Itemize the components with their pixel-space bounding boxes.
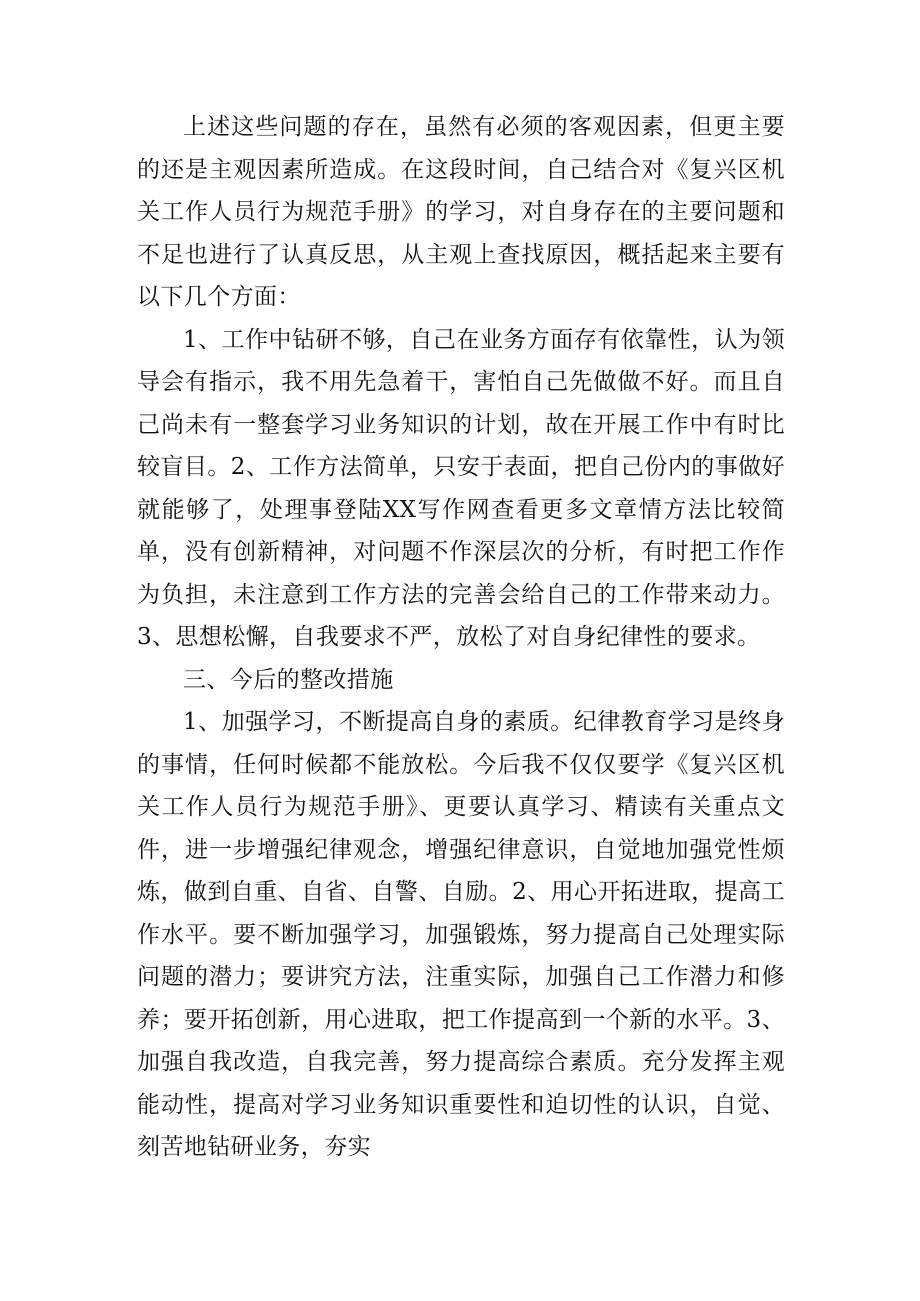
paragraph-causes-list: 1、工作中钻研不够，自己在业务方面存有依靠性，认为领导会有指示，我不用先急着干，害怕自己先做做不好。而且自己尚未有一整套学习业务知识的计划，故在开展工作中有时比较盲目。2、工作方法简单，只安于表面，把自己份内的事做好就能够了，处理事登陆XX写作网查看更多文章情方法比较简单，没有创新精神，对问题不作深层次的分析，有时把工作作为负担，未注意到工作方法的完善会给自己的工作带来动力。3、思想松懈，自我要求不严，放松了对自身纪律性的要求。 (137, 326, 785, 650)
paragraph-causes-intro: 上述这些问题的存在，虽然有必须的客观因素，但更主要的还是主观因素所造成。在这段时间，自己结合对《复兴区机关工作人员行为规范手册》的学习，对自身存在的主要问题和不足也进行了认真反思，从主观上查找原因，概括起来主要有以下几个方面： (137, 114, 785, 310)
section-heading-rectification: 三、今后的整改措施 (183, 666, 394, 693)
paragraph-measures: 1、加强学习，不断提高自身的素质。纪律教育学习是终身的事情，任何时候都不能放松。今后我不仅仅要学《复兴区机关工作人员行为规范手册》、更要认真学习、精读有关重点文件，进一步增强纪律观念，增强纪律意识，自觉地加强党性烦炼，做到自重、自省、自警、自励。2、用心开拓进取，提高工作水平。要不断加强学习，加强锻炼，努力提高自己处理实际问题的潜力；要讲究方法，注重实际，加强自己工作潜力和修养；要开拓创新，用心进取，把工作提高到一个新的水平。3、加强自我改造，自我完善，努力提高综合素质。充分发挥主观能动性，提高对学习业务知识重要性和迫切性的认识，自觉、刻苦地钻研业务，夯实 (137, 709, 785, 1160)
document-body (137, 106, 785, 1169)
